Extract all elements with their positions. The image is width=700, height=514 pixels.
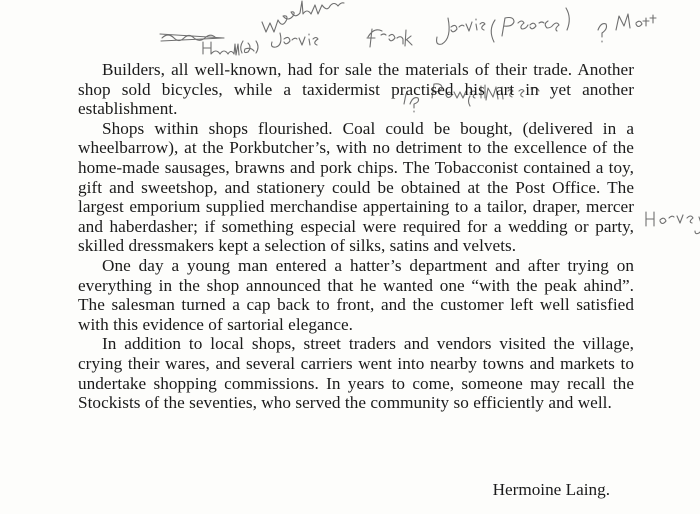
author-signature: Hermoine Laing. [492, 480, 610, 499]
paragraph-hatter-anecdote: One day a young man entered a hatter’s department and after trying on everything in the shop announced that he wanted one “with the peak ahind”. The salesman turned a cap back to front, and the customer left well satisfied with this evidence of sartorial elegance. [78, 255, 634, 334]
paragraph-street-traders: In addition to local shops, street traders and vendors visited the village, crying their wares, and several carriers went into nearby towns and markets to undertake shopping commissions. In years to come, someone may recall the Stockists of the seventies, who served the community so efficiently and well. [78, 334, 634, 413]
article-body [78, 60, 634, 413]
paragraph-shops-within-shops: Shops within shops flourished. Coal could be bought, (delivered in a wheelbarrow), at the Porkbutcher’s, with no detriment to the excellence of the home-made sausages, brawns and pork chips. The Tobacconist contained a toy, gift and sweetshop, and stationery could be obtained at the Post Office. The largest emporium supplied merchandise appertaining to a tailor, draper, mercer and haberdasher; if something especial were required for a wedding or party, skilled dressmakers kept a selection of silks, satins and velvets. [78, 118, 634, 256]
paragraph-builders: Builders, all well-known, had for sale the materials of their trade. Another shop sold bicycles, while a taxidermist practised his art in yet another establishment. [78, 60, 634, 119]
